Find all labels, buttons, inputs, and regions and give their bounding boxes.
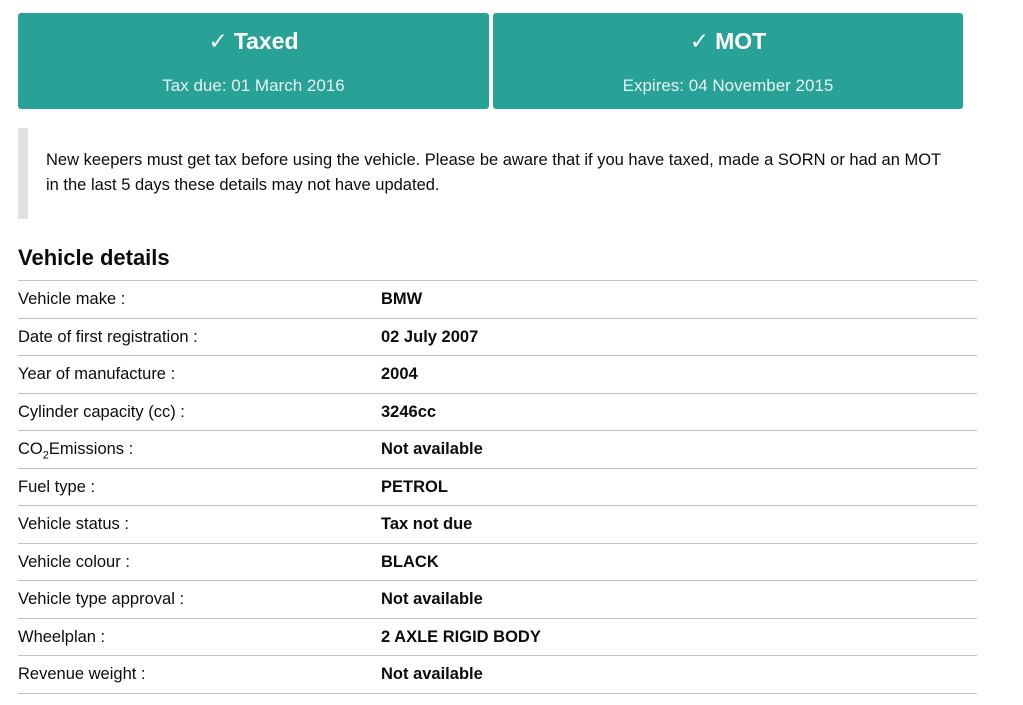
detail-value: 3246cc bbox=[381, 402, 437, 421]
detail-key: Date of first registration : bbox=[18, 327, 198, 346]
tax-status-label: Taxed bbox=[233, 28, 299, 54]
checkmark-icon: ✓ bbox=[208, 28, 228, 54]
detail-row-first-registration bbox=[18, 319, 977, 357]
detail-value: BMW bbox=[381, 290, 423, 308]
detail-value: Tax not due bbox=[381, 515, 473, 533]
detail-key: Vehicle type approval : bbox=[18, 590, 185, 608]
tax-status-card bbox=[18, 13, 489, 109]
detail-key bbox=[18, 439, 134, 462]
detail-value: BLACK bbox=[381, 552, 439, 571]
checkmark-icon: ✓ bbox=[689, 28, 710, 54]
detail-key: Cylinder capacity (cc) : bbox=[18, 402, 185, 421]
detail-row-co2-emissions bbox=[18, 431, 977, 469]
detail-value: Not available bbox=[381, 665, 483, 683]
detail-value: Not available bbox=[381, 440, 483, 458]
co2-prefix: CO bbox=[18, 440, 43, 458]
detail-row-type-approval bbox=[18, 581, 977, 619]
mot-status-card bbox=[493, 13, 963, 109]
mot-status-title bbox=[493, 27, 963, 55]
vehicle-status-panels bbox=[18, 13, 963, 109]
detail-value: PETROL bbox=[381, 477, 448, 496]
detail-row-year-of-manufacture bbox=[18, 356, 977, 394]
detail-key: Vehicle colour : bbox=[18, 552, 130, 571]
notice-text: New keepers must get tax before using the vehicle. Please be aware that if you have taxed, made a SORN or had an MOT in the last 5 days these details may not have updated. bbox=[46, 151, 941, 194]
detail-key: Vehicle make : bbox=[18, 290, 126, 308]
tax-status-title bbox=[18, 27, 489, 55]
new-keeper-notice bbox=[18, 128, 963, 219]
detail-row-vehicle-colour bbox=[18, 544, 977, 582]
detail-row-wheelplan bbox=[18, 619, 977, 657]
detail-row-vehicle-status bbox=[18, 506, 977, 544]
detail-value: 02 July 2007 bbox=[381, 327, 479, 346]
co2-suffix: Emissions : bbox=[48, 440, 134, 458]
detail-key: Revenue weight : bbox=[18, 665, 146, 683]
tax-due-date: Tax due: 01 March 2016 bbox=[162, 76, 345, 95]
vehicle-details-heading: Vehicle details bbox=[18, 245, 170, 270]
detail-value: Not available bbox=[381, 590, 483, 608]
detail-key: Fuel type : bbox=[18, 477, 96, 496]
vehicle-details-list bbox=[18, 280, 977, 694]
detail-key: Wheelplan : bbox=[18, 627, 106, 646]
co2-subscript: 2 bbox=[42, 449, 49, 462]
mot-status-label: MOT bbox=[715, 28, 767, 54]
detail-row-fuel-type bbox=[18, 469, 977, 507]
detail-row-cylinder-capacity bbox=[18, 394, 977, 432]
detail-value: 2 AXLE RIGID BODY bbox=[381, 627, 541, 646]
detail-row-make bbox=[18, 281, 977, 319]
detail-key: Vehicle status : bbox=[18, 515, 129, 533]
detail-value: 2004 bbox=[381, 365, 418, 383]
detail-row-revenue-weight bbox=[18, 656, 977, 694]
mot-expiry-date: Expires: 04 November 2015 bbox=[622, 76, 834, 95]
detail-key: Year of manufacture : bbox=[18, 365, 176, 383]
